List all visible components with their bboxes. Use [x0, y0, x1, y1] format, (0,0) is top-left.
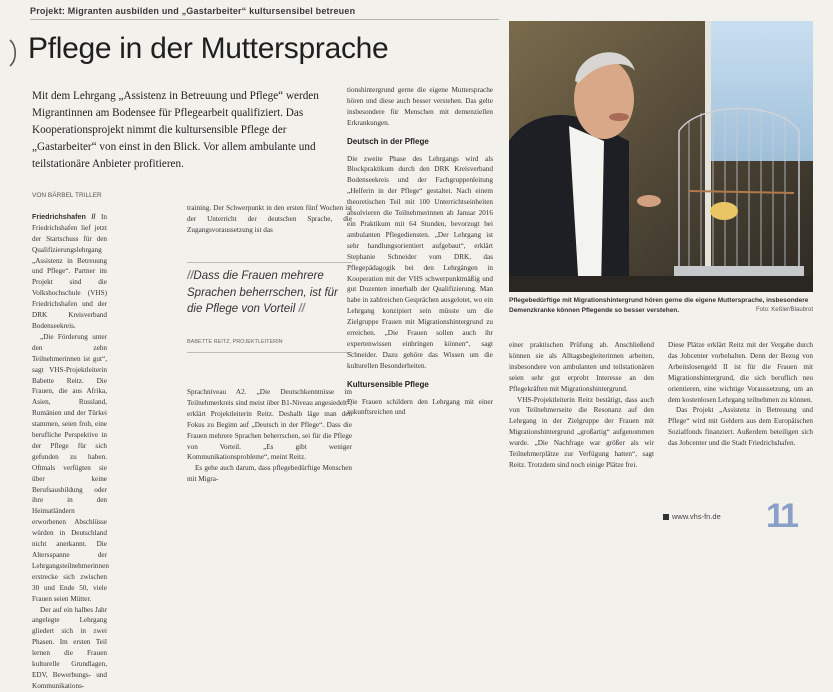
- paragraph: tionshintergrund gerne die eigene Muttersprache hören und diese auch besser verstehen. Das gelte insbesondere für Menschen mit demenziellen Erkrankungen.: [347, 86, 493, 127]
- dateline: Friedrichshafen //: [32, 211, 96, 221]
- photo-caption: Pflegebedürftige mit Migrationshintergrund hören gerne die eigene Muttersprache, insbesondere Demenzkranke können Pflegende so besser verstehen. Foto: Keßler/Blaubrot: [509, 297, 813, 314]
- kicker-rule: [30, 19, 499, 20]
- paragraph: einer praktischen Prüfung ab. Anschließend können sie als Alltagsbegleiterinnen arbeiten, insbesondere von ambulanten und teilstationären seien sehr gut erprobt Interesse an den Pflegekräften mit Migrationshintergrund.: [509, 341, 654, 393]
- quote-rule-bottom: [187, 352, 352, 353]
- paragraph: Die Frauen schildern den Lehrgang mit einer zukunftsreichen und: [347, 397, 493, 417]
- article-column-4: [509, 340, 654, 471]
- pull-quote-credit: BABETTE REITZ, PROJEKTLEITERIN: [187, 339, 283, 345]
- paragraph: training. Der Schwerpunkt in den ersten fünf Wochen ist der Unterricht der deutschen Sprache, die Zugangsvoraussetzung ist das: [187, 204, 352, 234]
- paragraph: „Die Förderung unter den zehn Teilnehmerinnen ist gut“, sagt VHS-Projektleiterin Babette Reitz. Die Frauen, die aus Afrika, Asien, Russland, Rumänien und der Türkei stammen, seien froh, eine berufliche Perspektive in der Pflege für sich gefunden zu haben. Oftmals verfügten sie über keine Berufsausbildung oder ihre in den Heimatländern erworbenen Abschlüsse würden in Deutschland nicht anerkannt. Die Altersspanne der Lehrgangsteilnehmerinnen erstrecke sich zwischen 30 und Ende 50, viele Frauen seien Mütter.: [32, 332, 109, 603]
- subheading: Deutsch in der Pflege: [347, 136, 429, 146]
- article-column-2-top: [187, 203, 352, 236]
- subheading: Kultursensible Pflege: [347, 379, 429, 389]
- quote-rule-top: [187, 262, 352, 263]
- headline-bracket-icon: [8, 36, 22, 77]
- byline: VON BÄRBEL TRILLER: [32, 192, 102, 199]
- headline: Pflege in der Muttersprache: [28, 32, 389, 65]
- footer-url: www.vhs-fn.de: [672, 512, 721, 521]
- article-photo: [509, 21, 813, 292]
- lead-paragraph: Mit dem Lehrgang „Assistenz in Betreuung und Pflege“ werden Migrantinnen am Bodensee für Pflegearbeit qualifiziert. Das Kooperationsprojekt nimmt die kultursensible Pflege der „Gastarbeiter“ von einst in den Blick. Vor allem ambulante und teilstationäre Anbieter profitieren.: [32, 90, 319, 170]
- paragraph: Das Projekt „Assistenz in Betreuung und Pflege“ wird mit Geldern aus dem Europäischen Sozialfonds finanziert. Außerdem beteiligen sich das Jobcenter und die Stadt Friedrichshafen.: [668, 406, 813, 448]
- article-column-3: [347, 85, 493, 418]
- bullet-square-icon: [663, 514, 669, 520]
- paragraph: Es gehe auch darum, dass pflegebedürftige Menschen mit Migra-: [187, 464, 352, 484]
- article-column-5: [668, 340, 813, 449]
- paragraph: Diese Plätze erklärt Reitz mit der Vergabe durch das Jobcenter vorbehalten. Denn der Bezug von Arbeitslosengeld II ist für die Frauen mit Migrationshintergrund, die sich beruflich neu orientieren, eine wichtige Voraussetzung, um an dem kostenlosen Lehrgang teilnehmen zu können.: [668, 341, 813, 404]
- photo-credit: Foto: Keßler/Blaubrot: [755, 306, 813, 313]
- article-column-2-bottom: [187, 387, 352, 485]
- paragraph: Der auf ein halbes Jahr angelegte Lehrgang gliedert sich in zwei Phasen. Im ersten Teil lernen die Frauen kulturelle Grundlagen, EDV, Bewerbungs- und Kommunikations-: [32, 605, 107, 690]
- paragraph: Sprachniveau A2. „Die Deutschkenntnisse im Teilnehmerkreis sind meist über B1-Niveau angesiedelt“, erklärt Projektleiterin Reitz. Deshalb läge man den Fokus zu Beginn auf „Deutsch in der Pflege“. Dass die Frauen mehrere Sprachen beherrschen, sei für die Pflege von Vorteil. „Es gibt weniger Kommunikationsprobleme“, meint Reitz.: [187, 388, 352, 462]
- paragraph: VHS-Projektleiterin Reitz bestätigt, dass auch von Teilnehmerseite die Resonanz auf den Lehrgang in der Zielgruppe der Frauen mit Migrationshintergrund „großartig“ aufgenommen wurde. „Die Nachfrage war größer als wir Teilnehmerplätze zur Verfügung hatten“, sagt Reitz. Trotzdem sind noch einige Plätze frei.: [509, 395, 654, 469]
- paragraph: Die zweite Phase des Lehrgangs wird als Blockpraktikum durch den DRK Kreisverband Bodenseekreis und der Fachgruppenleitung „Helferin in der Pflege“ gestaltet. Nach einem theoretischen Teil mit 100 Unterrichtseinheiten absolvieren die Teilnehmerinnen ab Januar 2016 ein Praktikum mit 64 Stunden, bevorzugt bei ambulanten Pflegediensten. „Der Lehrgang ist sehr handlungsorientiert aufgebaut“, erklärt Stephanie Schneider vom DRK, das Pflegepädagogik bei den Lehrgängen in Kooperation mit der VHS schwerpunktmäßig und gut Dozenten innerhalb der Qualifizierung. Man habe in zahlreichen Gesprächen ausgelotet, wo ein Lehrgang konzipiert sein müsste um die Zielgruppe Frauen mit Migrationshintergrund zu erreichen. „Die Frauen sollen auch ihr expertenwissen einbringen können“, sagt Schneider. Dazu gehöre das Wissen um die kulturellen Besonderheiten.: [347, 154, 493, 370]
- article-column-1: [32, 191, 107, 692]
- kicker: Projekt: Migranten ausbilden und „Gastarbeiter“ kultursensibel betreuen: [30, 6, 356, 16]
- pull-quote: //Dass die Frauen mehrere Sprachen beherrschen, ist für die Pflege von Vorteil //: [187, 270, 338, 315]
- page-number: 11: [766, 497, 796, 535]
- paragraph: Friedrichshafen // In Friedrichshafen lief jetzt der Startschuss für den Qualifizierungslehrgang „Assistenz in Betreuung und Pflege“. Partner im Projekt sind die Volkshochschule (VHS) Friedrichshafen und der DRK Kreisverband Bodenseekreis.: [32, 211, 107, 330]
